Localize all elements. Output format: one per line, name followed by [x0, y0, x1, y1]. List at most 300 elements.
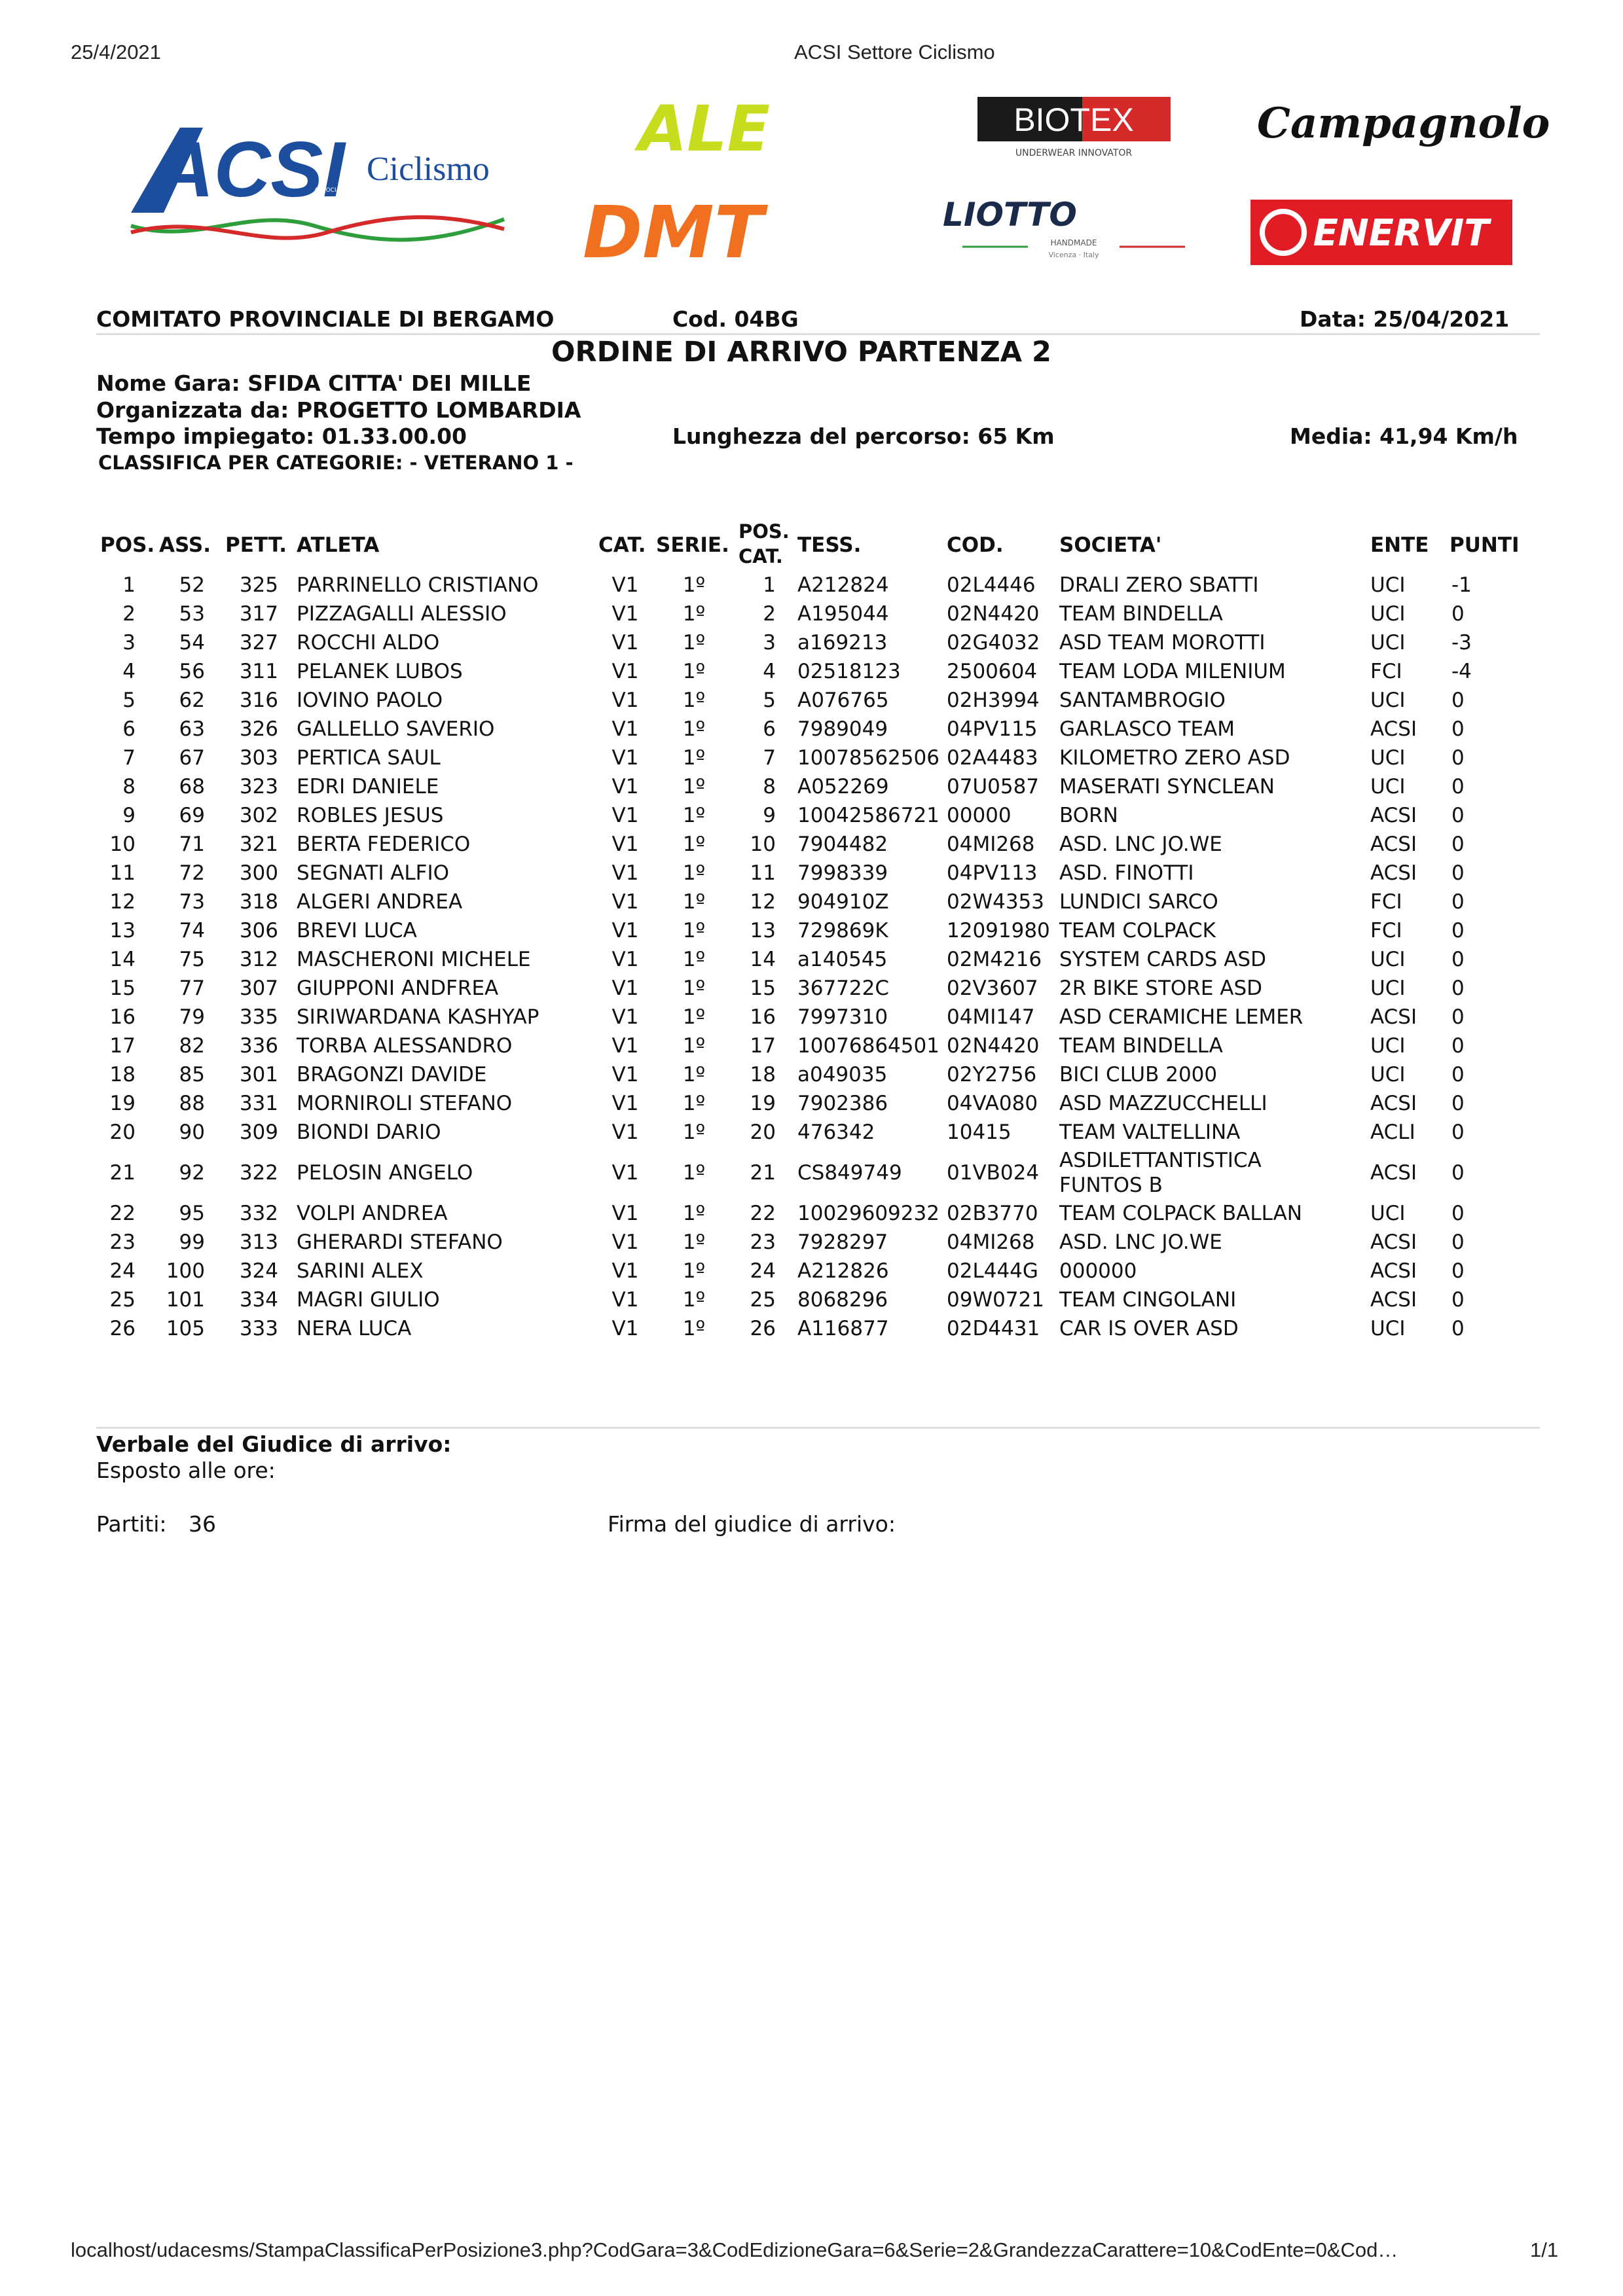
cell-cat: V1	[611, 919, 639, 942]
course-length: Lunghezza del percorso: 65 Km	[672, 423, 1055, 449]
cell-atleta: ROCCHI ALDO	[297, 631, 440, 655]
cell-cat: V1	[611, 775, 639, 798]
cell-poscat: 5	[763, 689, 776, 712]
cell-poscat: 13	[750, 919, 776, 942]
cell-punti: 0	[1451, 890, 1465, 914]
cell-pos: 1	[122, 573, 136, 597]
table-row	[0, 916, 1623, 945]
cell-pett: 306	[239, 919, 278, 942]
cell-atleta: ROBLES JESUS	[297, 804, 444, 827]
cell-punti: 0	[1451, 804, 1465, 827]
cell-pos: 7	[122, 746, 136, 770]
cell-tess: A212824	[797, 573, 889, 597]
cell-poscat: 19	[750, 1092, 776, 1115]
cell-atleta: IOVINO PAOLO	[297, 689, 443, 712]
cell-ass: 67	[179, 746, 205, 770]
cell-pos: 24	[109, 1259, 136, 1283]
cell-punti: 0	[1451, 1202, 1465, 1225]
cell-serie: 1º	[682, 804, 706, 827]
cell-cod: 04VA080	[947, 1092, 1038, 1115]
cell-pos: 20	[109, 1121, 136, 1144]
cell-pos: 19	[109, 1092, 136, 1115]
cell-pett: 302	[239, 804, 278, 827]
table-row	[0, 1257, 1623, 1285]
cell-pett: 309	[239, 1121, 278, 1144]
cell-punti: 0	[1451, 1288, 1465, 1312]
table-row	[0, 859, 1623, 888]
cell-ass: 53	[179, 602, 205, 626]
cell-pett: 303	[239, 746, 278, 770]
cell-societa: TEAM BINDELLA	[1059, 1034, 1223, 1058]
cell-pos: 16	[109, 1005, 136, 1029]
cell-poscat: 17	[750, 1034, 776, 1058]
cell-serie: 1º	[682, 1005, 706, 1029]
cell-poscat: 10	[750, 833, 776, 856]
cell-poscat: 15	[750, 977, 776, 1000]
firma-label: Firma del giudice di arrivo:	[608, 1511, 896, 1537]
cell-societa: ASD. LNC JO.WE	[1059, 1230, 1222, 1254]
cell-poscat: 22	[750, 1202, 776, 1225]
svg-text:LIOTTO: LIOTTO	[943, 196, 1077, 234]
cell-pett: 336	[239, 1034, 278, 1058]
cell-cod: 02N4420	[947, 602, 1040, 626]
cell-serie: 1º	[682, 1121, 706, 1144]
cell-serie: 1º	[682, 977, 706, 1000]
cell-ass: 52	[179, 573, 205, 597]
cell-atleta: SARINI ALEX	[297, 1259, 424, 1283]
cell-ente: UCI	[1370, 775, 1406, 798]
cell-tess: A052269	[797, 775, 889, 798]
cell-serie: 1º	[682, 689, 706, 712]
cell-ass: 75	[179, 948, 205, 971]
cell-tess: A195044	[797, 602, 889, 626]
cell-tess: 02518123	[797, 660, 901, 683]
cell-tess: 8068296	[797, 1288, 888, 1312]
cell-poscat: 11	[750, 861, 776, 885]
cell-societa: TEAM COLPACK	[1059, 919, 1216, 942]
cell-serie: 1º	[682, 717, 706, 741]
svg-text:HANDMADE: HANDMADE	[1050, 238, 1097, 247]
cell-tess: 10076864501	[797, 1034, 939, 1058]
cell-pett: 307	[239, 977, 278, 1000]
cell-punti: 0	[1451, 1121, 1465, 1144]
cell-societa: LUNDICI SARCO	[1059, 890, 1218, 914]
cell-atleta: SEGNATI ALFIO	[297, 861, 450, 885]
cell-punti: 0	[1451, 919, 1465, 942]
cell-poscat: 21	[750, 1161, 776, 1185]
cell-cat: V1	[611, 717, 639, 741]
cell-pett: 323	[239, 775, 278, 798]
cell-ass: 62	[179, 689, 205, 712]
table-row	[0, 571, 1623, 600]
biotex-logo	[977, 97, 1171, 159]
cell-pett: 317	[239, 602, 278, 626]
cell-pett: 333	[239, 1317, 278, 1340]
societa-line-2: FUNTOS B	[1059, 1174, 1163, 1197]
table-row	[0, 801, 1623, 830]
col-ente: ENTE	[1370, 533, 1429, 557]
cell-societa: MASERATI SYNCLEAN	[1059, 775, 1275, 798]
cell-tess: A212826	[797, 1259, 889, 1283]
cell-ente: UCI	[1370, 1317, 1406, 1340]
cell-serie: 1º	[682, 1317, 706, 1340]
cell-cat: V1	[611, 602, 639, 626]
cell-poscat: 16	[750, 1005, 776, 1029]
cell-ass: 69	[179, 804, 205, 827]
cell-ass: 100	[166, 1259, 205, 1283]
cell-pett: 334	[239, 1288, 278, 1312]
cell-pos: 3	[122, 631, 136, 655]
cell-cat: V1	[611, 1288, 639, 1312]
committee: COMITATO PROVINCIALE DI BERGAMO	[96, 306, 555, 332]
cell-atleta: ALGERI ANDREA	[297, 890, 463, 914]
table-row	[0, 772, 1623, 801]
cell-ass: 73	[179, 890, 205, 914]
cell-punti: 0	[1451, 861, 1465, 885]
cell-cat: V1	[611, 1202, 639, 1225]
acsi-tagline: ASSOCIAZIONE CENTRI SPORTIVI ITALIANI	[314, 187, 437, 194]
cell-societa: ASD. LNC JO.WE	[1059, 833, 1222, 856]
cell-societa: TEAM VALTELLINA	[1059, 1121, 1241, 1144]
esposto-label: Esposto alle ore:	[96, 1458, 276, 1483]
cell-atleta: VOLPI ANDREA	[297, 1202, 448, 1225]
cell-atleta: GIUPPONI ANDFREA	[297, 977, 499, 1000]
cell-tess: 476342	[797, 1121, 875, 1144]
cell-cod: 04MI268	[947, 1230, 1035, 1254]
cell-societa: BORN	[1059, 804, 1118, 827]
cell-pos: 18	[109, 1063, 136, 1086]
cell-tess: 7904482	[797, 833, 888, 856]
cell-cod: 02L4446	[947, 573, 1036, 597]
cell-pos: 22	[109, 1202, 136, 1225]
cell-societa: GARLASCO TEAM	[1059, 717, 1235, 741]
cell-punti: 0	[1451, 1230, 1465, 1254]
page-title: ORDINE DI ARRIVO PARTENZA 2	[551, 336, 1051, 368]
cell-atleta: MAGRI GIULIO	[297, 1288, 440, 1312]
cell-atleta: GHERARDI STEFANO	[297, 1230, 503, 1254]
cell-cat: V1	[611, 1161, 639, 1185]
col-poscat-top: POS.	[739, 520, 790, 543]
cell-pos: 5	[122, 689, 136, 712]
cell-atleta: MORNIROLI STEFANO	[297, 1092, 513, 1115]
cell-societa: BICI CLUB 2000	[1059, 1063, 1218, 1086]
header-divider	[96, 333, 1540, 335]
cell-societa: ASD TEAM MOROTTI	[1059, 631, 1266, 655]
cell-ente: ACSI	[1370, 1259, 1417, 1283]
race-code: Cod. 04BG	[672, 306, 799, 332]
cell-serie: 1º	[682, 746, 706, 770]
cell-ass: 101	[166, 1288, 205, 1312]
cell-ass: 68	[179, 775, 205, 798]
cell-societa: ASD MAZZUCCHELLI	[1059, 1092, 1267, 1115]
col-atleta: ATLETA	[297, 533, 380, 557]
cell-poscat: 12	[750, 890, 776, 914]
acsi-text: ACSI	[157, 126, 345, 213]
cell-serie: 1º	[682, 1288, 706, 1312]
cell-cat: V1	[611, 746, 639, 770]
cell-punti: -1	[1451, 573, 1472, 597]
table-row	[0, 715, 1623, 744]
cell-punti: 0	[1451, 689, 1465, 712]
cell-cod: 02V3607	[947, 977, 1038, 1000]
cell-pett: 311	[239, 660, 278, 683]
col-serie: SERIE.	[656, 533, 729, 557]
race-date: Data: 25/04/2021	[1300, 306, 1510, 332]
cell-tess: 7998339	[797, 861, 888, 885]
table-row	[0, 1314, 1623, 1343]
cell-serie: 1º	[682, 602, 706, 626]
ale-logo	[638, 92, 828, 166]
col-punti: PUNTI	[1450, 533, 1520, 557]
cell-punti: 0	[1451, 977, 1465, 1000]
cell-poscat: 26	[750, 1317, 776, 1340]
cell-cod: 01VB024	[947, 1161, 1040, 1185]
cell-ente: ACSI	[1370, 1161, 1417, 1185]
table-row	[0, 1118, 1623, 1147]
cell-punti: 0	[1451, 1259, 1465, 1283]
svg-text:DMT: DMT	[583, 190, 763, 274]
cell-serie: 1º	[682, 631, 706, 655]
cell-cat: V1	[611, 977, 639, 1000]
cell-poscat: 25	[750, 1288, 776, 1312]
cell-ass: 56	[179, 660, 205, 683]
cell-ass: 90	[179, 1121, 205, 1144]
dmt-logo	[576, 190, 890, 274]
cell-pos: 26	[109, 1317, 136, 1340]
cell-pett: 318	[239, 890, 278, 914]
cell-poscat: 24	[750, 1259, 776, 1283]
cell-ass: 88	[179, 1092, 205, 1115]
societa-line-1: ASDILETTANTISTICA	[1059, 1149, 1262, 1172]
cell-punti: 0	[1451, 775, 1465, 798]
cell-pos: 8	[122, 775, 136, 798]
cell-societa: 2R BIKE STORE ASD	[1059, 977, 1263, 1000]
cell-pos: 17	[109, 1034, 136, 1058]
cell-tess: A116877	[797, 1317, 889, 1340]
cell-ente: ACLI	[1370, 1121, 1415, 1144]
cell-cod: 07U0587	[947, 775, 1040, 798]
cell-tess: a169213	[797, 631, 888, 655]
cell-tess: A076765	[797, 689, 889, 712]
cell-pett: 313	[239, 1230, 278, 1254]
cell-punti: 0	[1451, 1063, 1465, 1086]
cell-ass: 63	[179, 717, 205, 741]
cell-punti: -3	[1451, 631, 1472, 655]
cell-pos: 25	[109, 1288, 136, 1312]
cell-atleta: PELOSIN ANGELO	[297, 1161, 473, 1185]
cell-cat: V1	[611, 631, 639, 655]
svg-text:Vicenza · Italy: Vicenza · Italy	[1048, 251, 1099, 259]
table-row	[0, 1031, 1623, 1060]
cell-pos: 11	[109, 861, 136, 885]
cell-ass: 79	[179, 1005, 205, 1029]
cell-pett: 301	[239, 1063, 278, 1086]
cell-cod: 02B3770	[947, 1202, 1038, 1225]
cell-poscat: 20	[750, 1121, 776, 1144]
svg-text:BIOTEX: BIOTEX	[1013, 101, 1134, 138]
cell-serie: 1º	[682, 1092, 706, 1115]
print-date: 25/4/2021	[71, 41, 161, 63]
cell-ente: ACSI	[1370, 861, 1417, 885]
cell-pos: 21	[109, 1161, 136, 1185]
cell-ass: 99	[179, 1230, 205, 1254]
cell-ente: UCI	[1370, 689, 1406, 712]
cell-pos: 9	[122, 804, 136, 827]
col-cod: COD.	[947, 533, 1004, 557]
cell-cod: 02Y2756	[947, 1063, 1037, 1086]
cell-ente: FCI	[1370, 919, 1402, 942]
cell-pos: 6	[122, 717, 136, 741]
cell-cod: 04MI147	[947, 1005, 1035, 1029]
cell-societa: KILOMETRO ZERO ASD	[1059, 746, 1290, 770]
cell-ente: ACSI	[1370, 833, 1417, 856]
cell-cat: V1	[611, 1063, 639, 1086]
cell-poscat: 23	[750, 1230, 776, 1254]
cell-pett: 324	[239, 1259, 278, 1283]
cell-tess: 367722C	[797, 977, 889, 1000]
cell-cod: 02N4420	[947, 1034, 1040, 1058]
cell-atleta: BIONDI DARIO	[297, 1121, 441, 1144]
table-row	[0, 1199, 1623, 1228]
cell-punti: 0	[1451, 1092, 1465, 1115]
cell-cat: V1	[611, 1005, 639, 1029]
time-elapsed: Tempo impiegato: 01.33.00.00	[96, 423, 467, 449]
table-row	[0, 1060, 1623, 1089]
cell-serie: 1º	[682, 1034, 706, 1058]
cell-pett: 326	[239, 717, 278, 741]
cell-tess: 7902386	[797, 1092, 888, 1115]
cell-tess: a140545	[797, 948, 888, 971]
cell-pett: 312	[239, 948, 278, 971]
cell-societa: TEAM BINDELLA	[1059, 602, 1223, 626]
table-row	[0, 600, 1623, 628]
cell-tess: 10042586721	[797, 804, 939, 827]
cell-cod: 09W0721	[947, 1288, 1044, 1312]
cell-punti: 0	[1451, 717, 1465, 741]
cell-societa: 000000	[1059, 1259, 1137, 1283]
cell-ente: FCI	[1370, 660, 1402, 683]
cell-serie: 1º	[682, 948, 706, 971]
category-label: CLASSIFICA PER CATEGORIE: - VETERANO 1 -	[98, 452, 574, 474]
cell-cod: 12091980	[947, 919, 1050, 942]
cell-poscat: 8	[763, 775, 776, 798]
cell-atleta: PIZZAGALLI ALESSIO	[297, 602, 507, 626]
cell-pos: 13	[109, 919, 136, 942]
cell-punti: 0	[1451, 833, 1465, 856]
cell-tess: 7989049	[797, 717, 888, 741]
cell-poscat: 9	[763, 804, 776, 827]
cell-atleta: PARRINELLO CRISTIANO	[297, 573, 539, 597]
acsi-ciclismo-text: Ciclismo	[367, 151, 490, 188]
cell-atleta: SIRIWARDANA KASHYAP	[297, 1005, 539, 1029]
cell-serie: 1º	[682, 919, 706, 942]
cell-societa: TEAM COLPACK BALLAN	[1059, 1202, 1302, 1225]
cell-serie: 1º	[682, 1259, 706, 1283]
cell-serie: 1º	[682, 861, 706, 885]
organizer: Organizzata da: PROGETTO LOMBARDIA	[96, 397, 581, 423]
cell-cat: V1	[611, 1121, 639, 1144]
table-row	[0, 830, 1623, 859]
cell-ente: ACSI	[1370, 1288, 1417, 1312]
cell-cat: V1	[611, 1259, 639, 1283]
cell-cod: 10415	[947, 1121, 1012, 1144]
col-societa: SOCIETA'	[1059, 533, 1162, 557]
cell-cat: V1	[611, 833, 639, 856]
cell-atleta: EDRI DANIELE	[297, 775, 439, 798]
cell-pett: 300	[239, 861, 278, 885]
cell-ass: 105	[166, 1317, 205, 1340]
cell-cat: V1	[611, 689, 639, 712]
table-row	[0, 657, 1623, 686]
cell-ente: FCI	[1370, 890, 1402, 914]
cell-pett: 316	[239, 689, 278, 712]
cell-cat: V1	[611, 1317, 639, 1340]
table-row	[0, 1089, 1623, 1118]
cell-cod: 02G4032	[947, 631, 1040, 655]
cell-serie: 1º	[682, 1161, 706, 1185]
cell-pett: 325	[239, 573, 278, 597]
cell-tess: a049035	[797, 1063, 888, 1086]
cell-cod: 04MI268	[947, 833, 1035, 856]
cell-serie: 1º	[682, 573, 706, 597]
cell-tess: 729869K	[797, 919, 888, 942]
cell-societa: ASD. FINOTTI	[1059, 861, 1194, 885]
cell-cat: V1	[611, 804, 639, 827]
cell-punti: 0	[1451, 948, 1465, 971]
cell-cod: 00000	[947, 804, 1012, 827]
cell-pos: 2	[122, 602, 136, 626]
table-row	[0, 888, 1623, 916]
cell-ass: 54	[179, 631, 205, 655]
cell-atleta: PERTICA SAUL	[297, 746, 441, 770]
cell-tess: 10029609232	[797, 1202, 939, 1225]
cell-serie: 1º	[682, 833, 706, 856]
campagnolo-logo	[1250, 92, 1550, 157]
cell-atleta: BREVI LUCA	[297, 919, 417, 942]
cell-ass: 71	[179, 833, 205, 856]
cell-pett: 335	[239, 1005, 278, 1029]
cell-atleta: PELANEK LUBOS	[297, 660, 463, 683]
cell-tess: 904910Z	[797, 890, 889, 914]
cell-ass: 85	[179, 1063, 205, 1086]
cell-ente: ACSI	[1370, 1230, 1417, 1254]
cell-pett: 322	[239, 1161, 278, 1185]
verbale-label: Verbale del Giudice di arrivo:	[96, 1431, 452, 1457]
cell-ente: ACSI	[1370, 717, 1417, 741]
cell-cod: 2500604	[947, 660, 1038, 683]
table-row	[0, 628, 1623, 657]
cell-pos: 10	[109, 833, 136, 856]
cell-cod: 02M4216	[947, 948, 1042, 971]
cell-pett: 332	[239, 1202, 278, 1225]
cell-tess: CS849749	[797, 1161, 902, 1185]
cell-atleta: BRAGONZI DAVIDE	[297, 1063, 487, 1086]
cell-poscat: 2	[763, 602, 776, 626]
table-row	[0, 686, 1623, 715]
print-url: localhost/udacesms/StampaClassificaPerPosizione3.php?CodGara=3&CodEdizioneGara=6&Serie=2&GrandezzaCarattere=10&CodEnte=0&Cod…	[71, 2238, 1398, 2261]
enervit-logo	[1250, 200, 1512, 265]
table-row	[0, 744, 1623, 772]
col-tess: TESS.	[797, 533, 862, 557]
cell-poscat: 7	[763, 746, 776, 770]
cell-societa: TEAM CINGOLANI	[1059, 1288, 1237, 1312]
table-row	[0, 1228, 1623, 1257]
table-row	[0, 1003, 1623, 1031]
svg-text:UNDERWEAR INNOVATOR: UNDERWEAR INNOVATOR	[1015, 148, 1133, 158]
cell-ente: UCI	[1370, 573, 1406, 597]
table-row	[0, 1285, 1623, 1314]
liotto-logo	[943, 196, 1205, 265]
